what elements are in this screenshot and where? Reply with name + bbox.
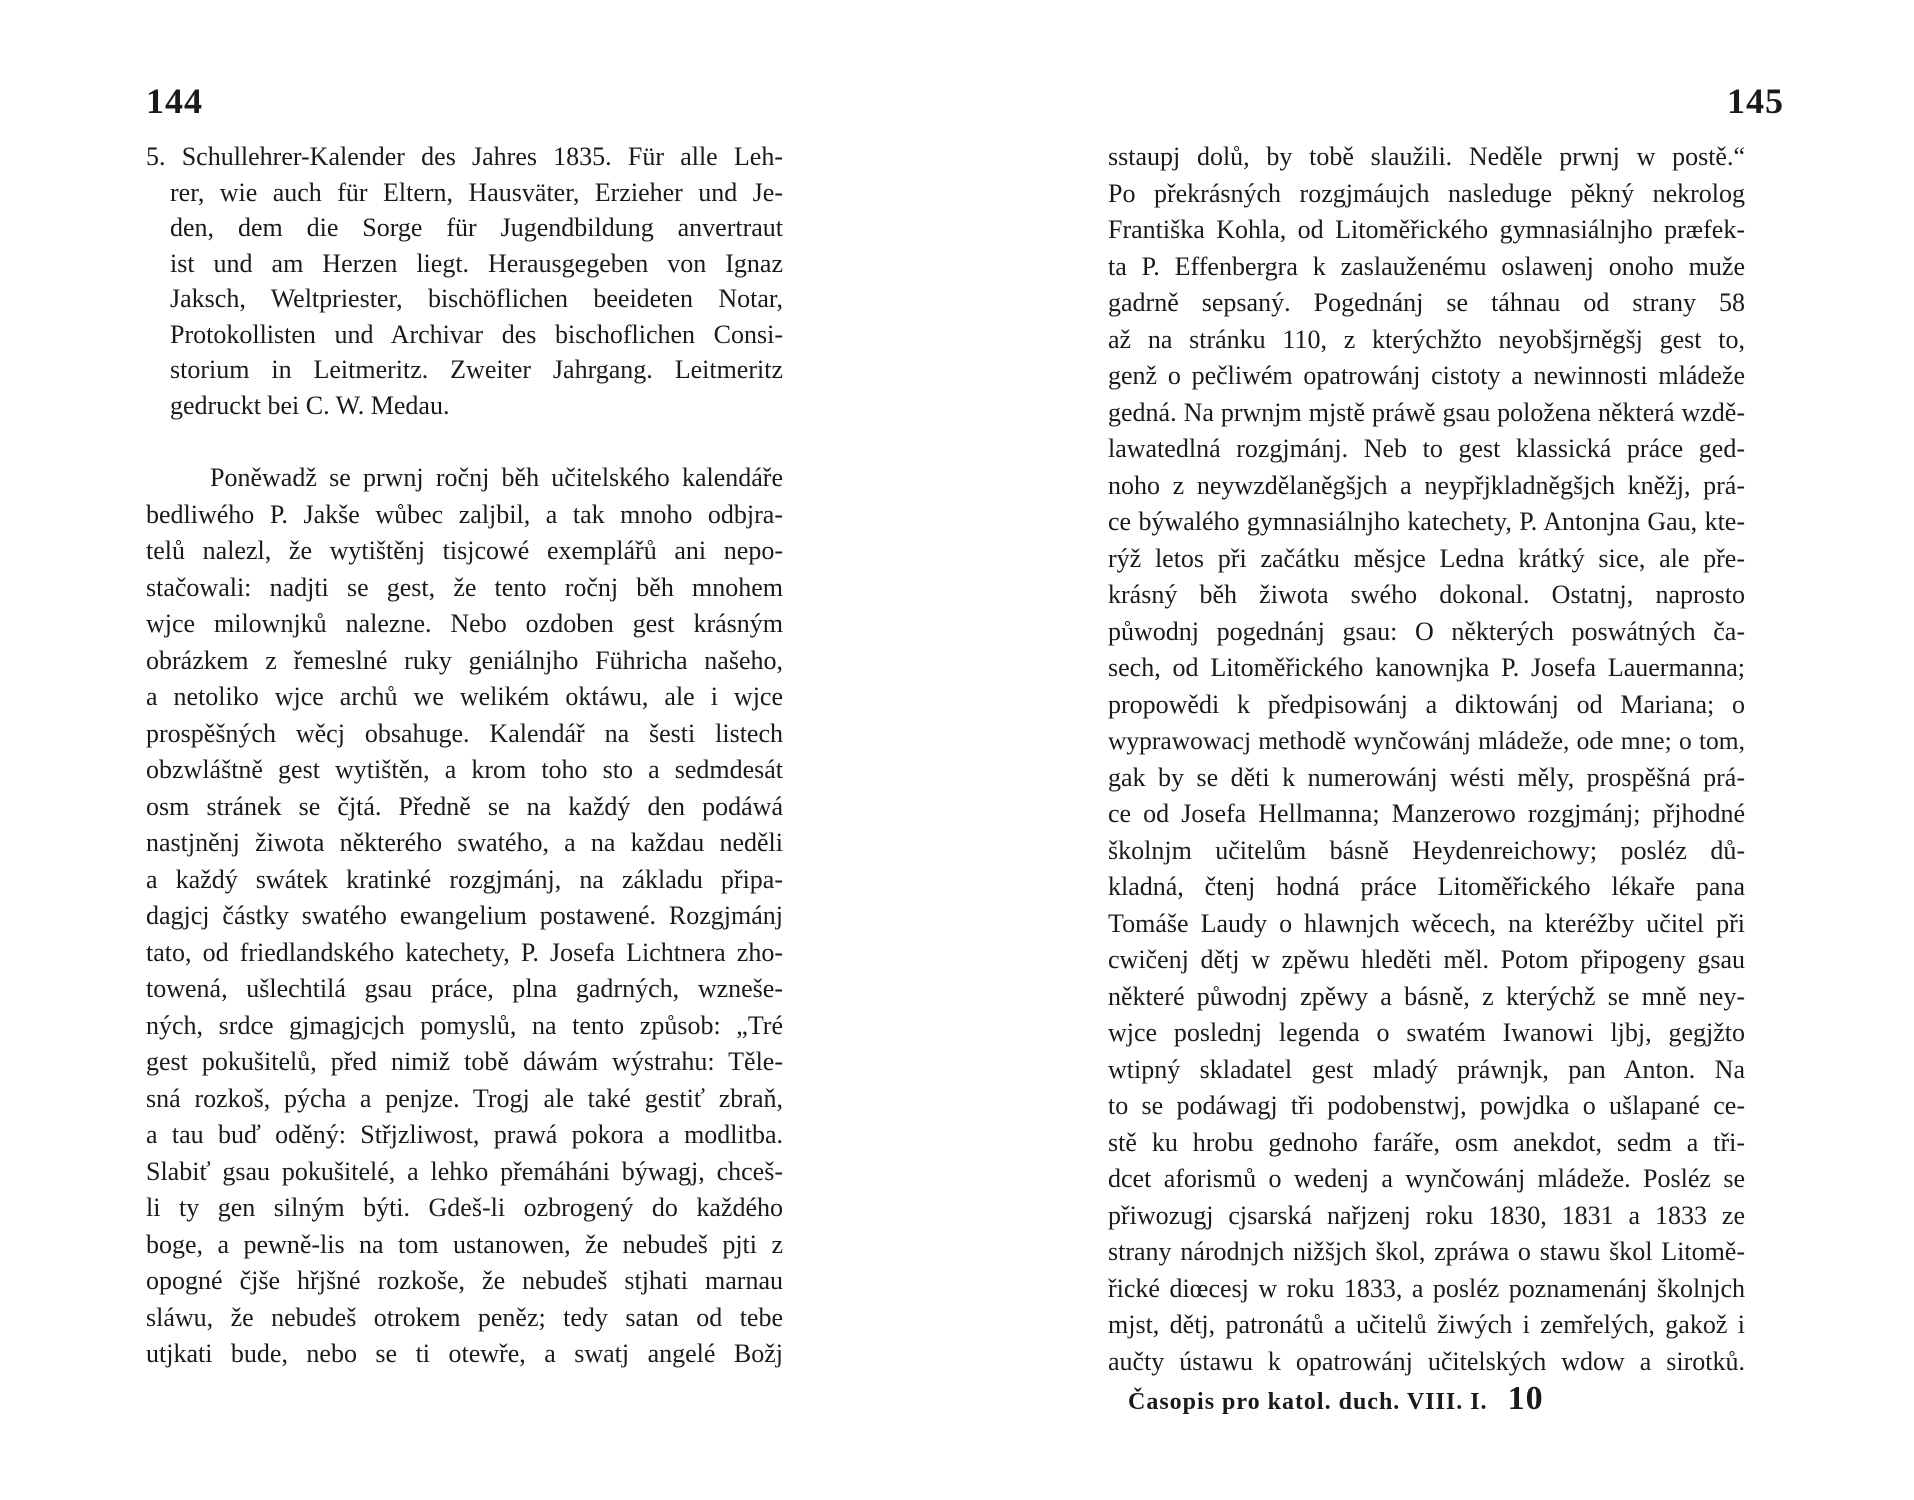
text-line: a každý swátek kratinké rozgjmánj, na základu připa- xyxy=(146,864,783,894)
text-line: rýž letos při začátku měsjce Ledna krátký sice, ale pře- xyxy=(1108,543,1745,573)
text-line: gedruckt bei C. W. Medau. xyxy=(170,390,450,420)
bibliographic-entry xyxy=(146,139,783,423)
text-line: wyprawowacj methodě wynčowánj mládeže, ode mne; o tom, xyxy=(1108,726,1745,755)
text-line: opogné čjše hřjšné rozkoše, že nebudeš stjhati marnau xyxy=(146,1266,783,1295)
text-line: den, dem die Sorge für Jugendbildung anvertraut xyxy=(170,213,783,242)
text-line: cwičenj dětj w zpěwu hleděti měl. Potom připogeny gsau xyxy=(1108,945,1745,974)
text-line: gedná. Na prwnjm mjstě práwě gsau položena některá wzdě- xyxy=(1108,397,1745,427)
text-line: sech, od Litoměřického kanownjka P. Josefa Lauermanna; xyxy=(1108,653,1745,682)
text-line: sláwu, že nebudeš otrokem peněz; tedy satan od tebe xyxy=(146,1302,783,1332)
text-line: řické diœcesj w roku 1833, a posléz poznamenánj školnjch xyxy=(1108,1273,1745,1303)
text-line: některé půwodnj zpěwy a básně, z kterýchž se mně ney- xyxy=(1108,981,1745,1011)
text-line: wjce milownjků nalezne. Nebo ozdoben gest krásným xyxy=(146,609,783,638)
text-line: Po překrásných rozgjmáujch nasleduge pěkný nekrolog xyxy=(1108,178,1745,208)
text-line: Jaksch, Weltpriester, bischöflichen beeideten Notar, xyxy=(170,284,783,313)
text-line: a netoliko wjce archů we welikém oktáwu, ale i wjce xyxy=(146,682,783,711)
text-line: Protokollisten und Archivar des bischoflichen Consi- xyxy=(170,319,783,349)
text-line: Poněwadž se prwnj ročnj běh učitelského kalendáře xyxy=(210,463,783,492)
text-line: wjce poslednj legenda o swatém Iwanowi ljbj, gegjžto xyxy=(1108,1018,1745,1047)
text-line: a tau buď oděný: Střjzliwost, prawá pokora a modlitba. xyxy=(146,1120,783,1149)
text-line: genž o pečliwém opatrowánj cistoty a newinnosti mládeže xyxy=(1108,361,1745,390)
right-body-text xyxy=(1108,139,1745,1380)
text-line: ta P. Effenbergra k zaslauženému oslawenj onoho muže xyxy=(1108,251,1745,281)
text-line: ce býwalého gymnasiálnjho katechety, P. Antonjna Gau, kte- xyxy=(1108,507,1745,536)
text-line: gak by se děti k numerowánj wésti měly, prospěšná prá- xyxy=(1108,762,1745,792)
text-line: přiwozugj cjsarská nařjzenj roku 1830, 1831 a 1833 ze xyxy=(1108,1200,1745,1230)
text-line: Františka Kohla, od Litoměřického gymnasiálnjho præfek- xyxy=(1108,215,1745,244)
text-line: stě ku hrobu gednoho faráře, osm anekdot, sedm a tři- xyxy=(1108,1127,1745,1157)
journal-footer xyxy=(1128,1380,1544,1418)
text-line: utjkati bude, nebo se ti otewře, a swatj angelé Božj xyxy=(146,1339,783,1368)
text-line: to se podáwagj tři podobenstwj, powjdka o ušlapané ce- xyxy=(1108,1091,1745,1120)
text-line: gest pokušitelů, před nimiž tobě dáwám wýstrahu: Těle- xyxy=(146,1047,783,1076)
text-line: obzwláštně gest wytištěn, a krom toho sto a sedmdesát xyxy=(146,755,783,784)
text-line: dagjcj částky swatého ewangelium postawené. Rozgjmánj xyxy=(146,901,783,930)
text-line: ist und am Herzen liegt. Herausgegeben von Ignaz xyxy=(170,248,783,278)
text-line: až na stránku 110, z kterýchžto neyobšjrněgšj gest to, xyxy=(1108,324,1745,354)
page-number-left: 144 xyxy=(146,81,203,121)
text-line: storium in Leitmeritz. Zweiter Jahrgang. Leitmeritz xyxy=(170,355,783,384)
text-line: stačowali: nadjti se gest, že tento ročnj běh mnohem xyxy=(146,572,783,602)
text-line: školnjm učitelům básně Heydenreichowy; posléz dů- xyxy=(1108,835,1745,865)
text-line: gadrně sepsaný. Pogednánj se táhnau od strany 58 xyxy=(1108,288,1745,317)
text-line: strany národnjch nižšjch škol, zpráwa o stawu škol Litomě- xyxy=(1108,1237,1745,1266)
text-line: ce od Josefa Hellmanna; Manzerowo rozgjmánj; přjhodné xyxy=(1108,799,1745,828)
right-page xyxy=(957,0,1914,1500)
page-number-right: 145 xyxy=(1727,81,1784,121)
text-line: nastjněnj žiwota některého swatého, a na každau neděli xyxy=(146,828,783,857)
text-line: towená, ušlechtilá gsau práce, plna gadrných, wzneše- xyxy=(146,974,783,1003)
text-line: li ty gen silným býti. Gdeš-li ozbrogený do každého xyxy=(146,1193,783,1222)
text-line: sná rozkoš, pýcha a penjze. Trogj ale také gestiť zbraň, xyxy=(146,1083,783,1113)
text-line: krásný běh žiwota swého dokonal. Ostatnj, naprosto xyxy=(1108,580,1745,609)
text-line: půwodnj pogednánj gsau: O některých poswátných ča- xyxy=(1108,616,1745,646)
text-line: mjst, dětj, patronátů a učitelů žiwých i zemřelých, gakož i xyxy=(1108,1310,1745,1339)
text-line: tato, od friedlandského katechety, P. Josefa Lichtnera zho- xyxy=(146,937,783,967)
signature-mark: 10 xyxy=(1507,1380,1544,1417)
text-line: propowědi k předpisowánj a diktowánj od Mariana; o xyxy=(1108,689,1745,719)
journal-title: Časopis pro katol. duch. VIII. I. xyxy=(1128,1389,1488,1415)
text-line: prospěšných wěcj obsahuge. Kalendář na šesti listech xyxy=(146,718,783,748)
text-line: lawatedlná rozgjmánj. Neb to gest klassická práce ged- xyxy=(1108,434,1745,463)
text-line: 5. Schullehrer-Kalender des Jahres 1835. Für alle Leh- xyxy=(146,142,783,171)
text-line: aučty ústawu k opatrowánj učitelských wdow a sirotků. xyxy=(1108,1346,1745,1376)
text-line: rer, wie auch für Eltern, Hausväter, Erzieher und Je- xyxy=(170,177,783,207)
text-line: kladná, čtenj hodná práce Litoměřického lékaře pana xyxy=(1108,872,1745,901)
text-line: wtipný skladatel gest mladý práwnjk, pan Anton. Na xyxy=(1108,1054,1745,1084)
left-body-text xyxy=(146,460,783,1373)
text-line: Tomáše Laudy o hlawnjch wěcech, na kteréžby učitel při xyxy=(1108,908,1745,938)
text-line: telů nalezl, že wytištěnj tisjcowé exemplářů ani nepo- xyxy=(146,536,783,565)
text-line: noho z neywzdělaněgšjch a neypřjkladněgšjch kněžj, prá- xyxy=(1108,470,1745,500)
text-line: ných, srdce gjmagjcjch pomyslů, na tento způsob: „Tré xyxy=(146,1010,783,1040)
text-line: bedliwého P. Jakše wůbec zaljbil, a tak mnoho odbjra- xyxy=(146,499,783,529)
text-line: Slabiť gsau pokušitelé, a lehko přemáháni býwagj, chceš- xyxy=(146,1156,783,1186)
text-line: sstaupj dolů, by tobě slaužili. Neděle prwnj w postě.“ xyxy=(1108,142,1745,171)
text-line: obrázkem z řemeslné ruky geniálnjho Führicha našeho, xyxy=(146,645,783,675)
text-line: boge, a pewně-lis na tom ustanowen, že nebudeš pjti z xyxy=(146,1229,783,1259)
text-line: osm stránek se čjtá. Předně se na každý den podáwá xyxy=(146,791,783,821)
text-line: dcet aforismů o wedenj a wynčowánj mládeže. Posléz se xyxy=(1108,1164,1745,1193)
